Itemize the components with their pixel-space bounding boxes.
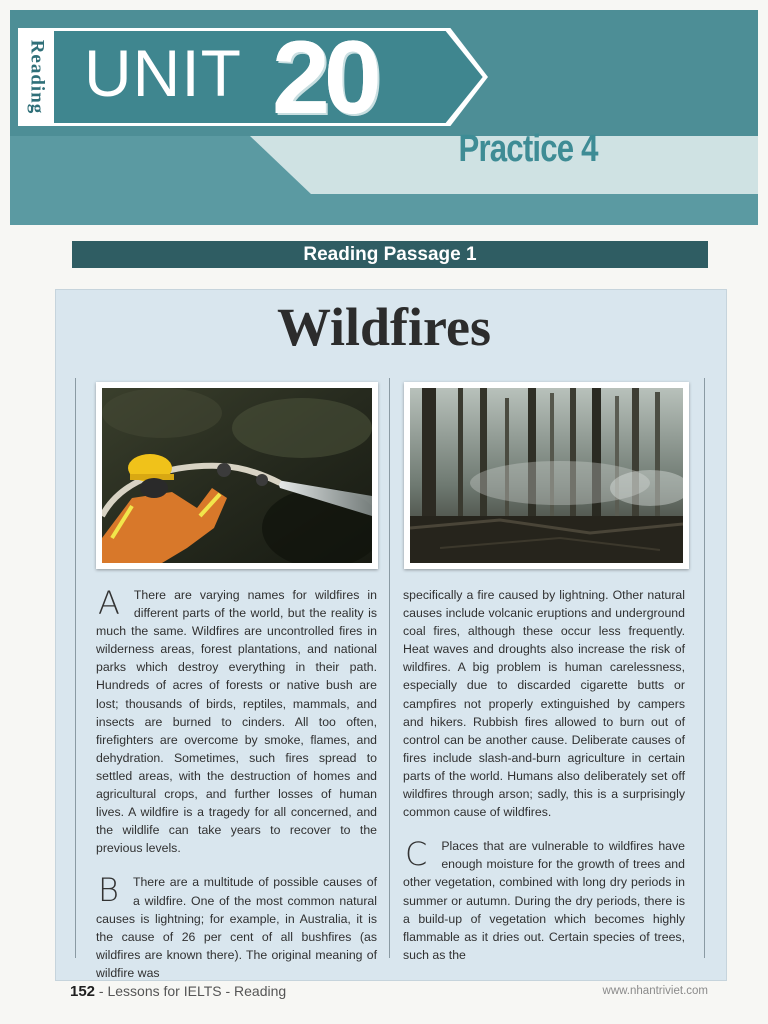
left-text-column bbox=[96, 586, 377, 982]
burnt-forest-photo bbox=[404, 382, 689, 569]
passage-title: Wildfires bbox=[276, 297, 492, 357]
unit-word: UNIT bbox=[84, 36, 242, 110]
paragraph-c bbox=[403, 837, 685, 964]
firefighter-image bbox=[102, 388, 372, 563]
book-title: - Lessons for IELTS - Reading bbox=[95, 983, 287, 999]
page-number: 152 bbox=[70, 983, 96, 1000]
paragraph-a bbox=[96, 586, 377, 857]
paragraph-c-text: Places that are vulnerable to wildfires have enough moisture for the growth of trees and other vegetation, combined with long dry periods in summer or autumn. During the dry periods, there is a build-up of vegetation which becomes highly flammable as it dries out. Certain species of trees, such as the bbox=[403, 839, 685, 962]
paragraph-b-text: There are a multitude of possible causes of a wildfire. One of the most common natural causes is lightning; for example, in Australia, it is the cause of 26 per cent of all bushfires (as wildfires are known there). The original meaning of wildfire was bbox=[96, 875, 377, 980]
practice-title: Practice 4 bbox=[458, 128, 598, 170]
drop-letter-a: A bbox=[98, 584, 120, 622]
right-rule bbox=[704, 378, 705, 958]
burnt-forest-image bbox=[410, 388, 683, 563]
paragraph-b-continued-text: specifically a fire caused by lightning. Other natural causes include volcanic eruptions and underground coal fires, although these occur less frequently. Heat waves and droughts also increase the risk of wildfires. A big problem is human carelessness, especially due to discarded cigarette butts or campfires not properly extinguished by campers and hikers. Rubbish fires allowed to burn out of control can be another cause. Deliberate causes of fires include slash-and-burn agriculture in certain parts of the world. Humans also deliberately set off wildfires through arson; sadly, this is a surprisingly common cause of wildfires. bbox=[403, 588, 685, 820]
right-text-column bbox=[403, 586, 685, 964]
footer-book-info bbox=[70, 983, 286, 1000]
drop-letter-b: B bbox=[98, 871, 119, 910]
firefighter-photo bbox=[96, 382, 378, 569]
drop-letter-c: C bbox=[405, 835, 428, 874]
tab-label-text: Reading bbox=[26, 39, 48, 115]
paragraph-b-continued bbox=[403, 586, 685, 821]
left-rule bbox=[75, 378, 76, 958]
unit-number: 20 bbox=[272, 20, 376, 136]
paragraph-b bbox=[96, 873, 377, 982]
paragraph-a-text: There are varying names for wildfires in different parts of the world, but the reality is much the same. Wildfires are uncontrolled fires in wilderness areas, forest plantations, and national parks which destroy everything in their path. Hundreds of acres of forests or native bush are lost; thousands of birds, reptiles, mammals, and insects are burned to cinders. All too often, firefighters are overcome by smoke, flames, and dehydration. Sometimes, such fires spread to settled areas, with the destruction of homes and agricultural crops, and further losses of human lives. A wildfire is a tragedy for all concerned, and the wildlife can take years to recover to the previous levels. bbox=[96, 588, 377, 856]
section-title: Reading Passage 1 bbox=[72, 241, 708, 268]
reading-tab-label bbox=[18, 28, 54, 126]
footer-website: www.nhantriviet.com bbox=[602, 985, 708, 997]
center-rule bbox=[389, 378, 390, 958]
